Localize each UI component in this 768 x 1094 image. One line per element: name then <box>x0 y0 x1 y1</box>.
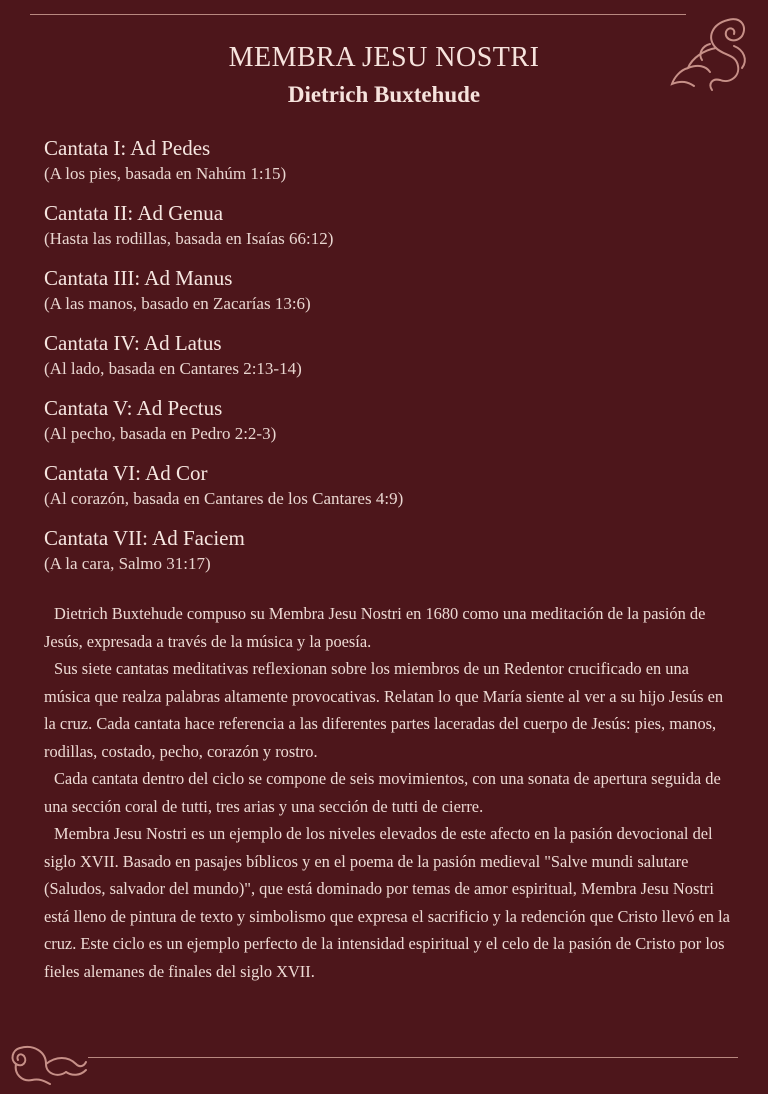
cantata-description: (Al pecho, basada en Pedro 2:2-3) <box>44 424 277 443</box>
paragraph <box>44 655 734 765</box>
list-item <box>44 265 734 330</box>
paragraph-text: Sus siete cantatas meditativas reflexionan sobre los miembros de un Redentor crucificado en una música que realza palabras altamente provocativas. Relatan lo que María siente al ver a su hijo Jesús en la cruz. Cada cantata hace referencia a las diferentes partes laceradas del cuerpo de Jesús: pies, manos, rodillas, costado, pecho, corazón y rostro. <box>44 659 724 761</box>
cantata-title: Cantata IV: Ad Latus <box>44 331 222 355</box>
paragraph <box>44 765 734 820</box>
list-item <box>44 200 734 265</box>
cantata-title: Cantata VI: Ad Cor <box>44 461 208 485</box>
paragraph-text: Cada cantata dentro del ciclo se compone de seis movimientos, con una sonata de apertura seguida de una sección coral de tutti, tres arias y una sección de tutti de cierre. <box>44 769 721 816</box>
list-item <box>44 330 734 395</box>
cantata-description: (A la cara, Salmo 31:17) <box>44 554 211 573</box>
paragraph <box>44 820 734 985</box>
paragraph-text: Membra Jesu Nostri es un ejemplo de los niveles elevados de este afecto en la pasión devocional del siglo XVII. Basado en pasajes bíblicos y en el poema de la pasión medieval "Salve mundi salutare (Saludos, salvador del mundo)", que está dominado por temas de amor espiritual, Membra Jesu Nostri está lleno de pintura de texto y simbolismo que expresa el sacrificio y la redención que Cristo llevó en la cruz. Este ciclo es un ejemplo perfecto de la intensidad espiritual y el celo de la pasión de Cristo por los fieles alemanes de finales del siglo XVII. <box>44 824 730 981</box>
composer-name: Dietrich Buxtehude <box>287 82 481 107</box>
cantata-title: Cantata III: Ad Manus <box>44 266 233 290</box>
paragraph-text: Dietrich Buxtehude compuso su Membra Jesu Nostri en 1680 como una meditación de la pasión de Jesús, expresada a través de la música y la poesía. <box>44 604 706 651</box>
body-text <box>44 600 734 985</box>
list-item <box>44 460 734 525</box>
cantata-title: Cantata V: Ad Pectus <box>44 396 223 420</box>
paragraph <box>44 600 734 655</box>
cantata-description: (A los pies, basada en Nahúm 1:15) <box>44 164 287 183</box>
cantata-title: Cantata II: Ad Genua <box>44 201 224 225</box>
list-item <box>44 395 734 460</box>
cantata-description: (Al lado, basada en Cantares 2:13-14) <box>44 359 302 378</box>
page-title: MEMBRA JESU NOSTRI <box>228 42 540 73</box>
cantata-title: Cantata VII: Ad Faciem <box>44 526 245 550</box>
cantata-description: (A las manos, basado en Zacarías 13:6) <box>44 294 311 313</box>
list-item <box>44 525 734 590</box>
bottom-divider <box>88 1057 738 1058</box>
list-item <box>44 135 734 200</box>
cantata-list <box>44 135 734 590</box>
top-divider <box>30 14 686 15</box>
baroque-scroll-icon <box>6 1036 88 1086</box>
cantata-description: (Hasta las rodillas, basada en Isaías 66:12) <box>44 229 334 248</box>
cantata-title: Cantata I: Ad Pedes <box>44 136 211 160</box>
cantata-description: (Al corazón, basada en Cantares de los Cantares 4:9) <box>44 489 404 508</box>
